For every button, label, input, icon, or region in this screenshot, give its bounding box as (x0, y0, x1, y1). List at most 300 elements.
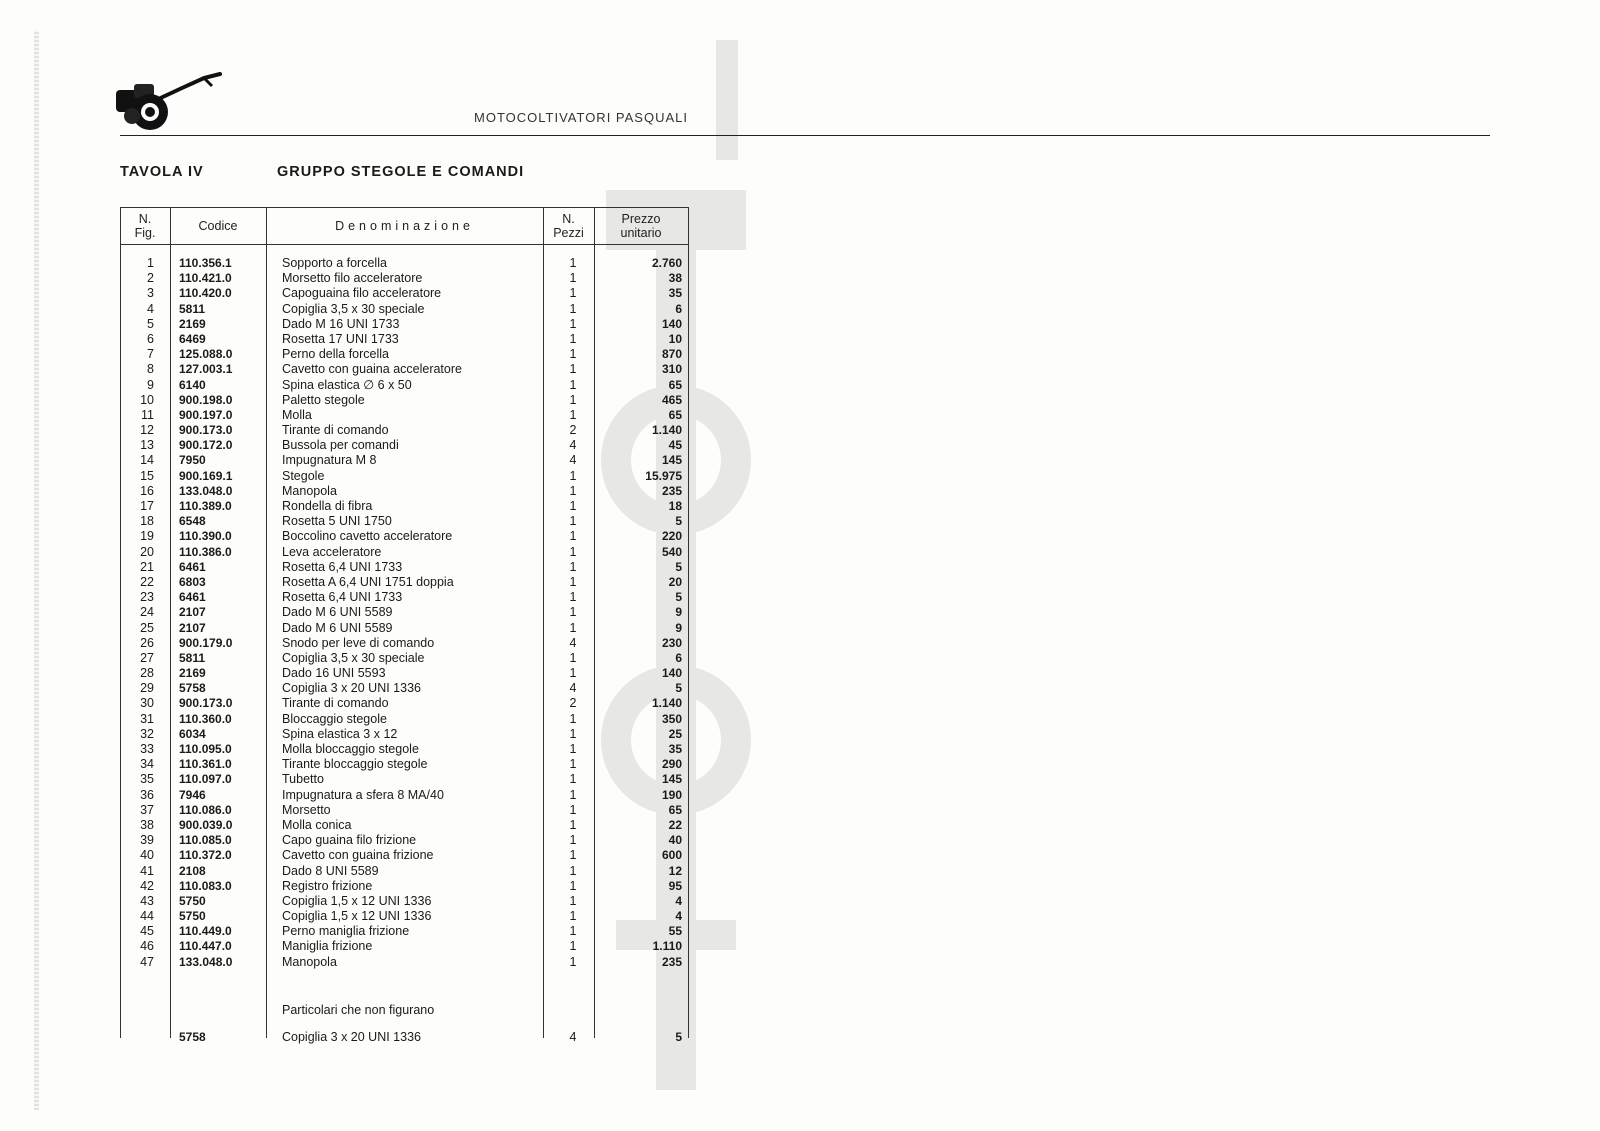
cell-denom-text: Perno maniglia frizione (282, 924, 412, 938)
cell-denom-text: Registro frizione (282, 879, 375, 893)
cell-denom-text: Dado 8 UNI 5589 (282, 864, 382, 878)
cell-code: 110.447.0 (179, 939, 232, 954)
cell-pezzi: 1 (569, 909, 577, 924)
cell-pezzi: 1 (569, 802, 577, 817)
table-row (120, 362, 690, 377)
cell-denom (282, 803, 650, 818)
cell-denom-text: Dado M 16 UNI 1733 (282, 317, 402, 331)
cell-fig: 31 (140, 711, 154, 726)
cell-denom (282, 924, 650, 939)
cell-denom-text: Cavetto con guaina acceleratore (282, 362, 465, 376)
cell-code: 6034 (179, 726, 206, 741)
cell-price: 290 (661, 757, 682, 772)
cell-fig: 34 (140, 757, 154, 772)
extra-row (120, 1030, 690, 1045)
table-row (120, 256, 690, 271)
cell-code: 900.179.0 (179, 635, 233, 650)
cell-pezzi: 1 (569, 377, 577, 392)
cell-price: 40 (668, 833, 682, 848)
cell-price: 1.140 (651, 696, 682, 711)
cell-code: 5750 (179, 909, 206, 924)
cell-price: 18 (668, 499, 682, 513)
cell-code: 110.386.0 (179, 544, 232, 559)
cell-denom-text: Rosetta 17 UNI 1733 (282, 332, 402, 346)
cell-price: 145 (661, 453, 682, 468)
cell-price: 22 (668, 817, 682, 832)
cell-denom-text: Rosetta 6,4 UNI 1733 (282, 560, 405, 574)
cell-denom (282, 423, 650, 438)
cell-pezzi: 1 (569, 924, 577, 939)
col-header-price-line2: unitario (620, 226, 662, 240)
cell-fig: 27 (140, 650, 154, 665)
cell-denom (282, 453, 650, 468)
cell-price: 6 (675, 301, 682, 316)
cell-code: 900.173.0 (179, 423, 233, 438)
cell-fig: 28 (140, 666, 154, 681)
cell-fig: 11 (141, 407, 154, 422)
cell-fig: 46 (140, 939, 154, 954)
cell-code: 2107 (179, 605, 206, 620)
cell-code: 110.390.0 (179, 529, 232, 544)
cell-price: 600 (661, 848, 682, 863)
cell-denom-text: Bloccaggio stegole (282, 712, 390, 726)
cell-price: 190 (661, 787, 682, 802)
table-row (120, 955, 690, 970)
cell-denom (282, 484, 650, 499)
cell-pezzi: 4 (569, 438, 577, 453)
cell-code: 110.095.0 (179, 742, 232, 756)
col-header-code (170, 208, 266, 244)
table-row (120, 286, 690, 301)
table-row (120, 529, 690, 544)
table-row (120, 560, 690, 575)
table-row (120, 469, 690, 484)
cell-denom (282, 393, 650, 408)
cell-code: 133.048.0 (179, 954, 233, 969)
cell-denom-text: Perno della forcella (282, 347, 392, 361)
cell-fig: 7 (147, 347, 154, 362)
table-body (120, 256, 690, 970)
cell-code: 110.083.0 (179, 878, 232, 893)
table-row (120, 1030, 690, 1045)
cell-price: 235 (661, 954, 682, 969)
cell-denom (282, 879, 650, 894)
table-row (120, 696, 690, 711)
cell-price: 1.110 (652, 939, 682, 954)
cell-fig: 25 (140, 620, 154, 635)
cell-denom (282, 302, 650, 317)
col-header-pezzi (543, 208, 594, 244)
cell-denom-text: Capo guaina filo frizione (282, 833, 419, 847)
cell-denom (282, 788, 650, 803)
cell-denom (282, 772, 650, 787)
cell-fig: 4 (147, 301, 154, 316)
cell-fig: 12 (140, 423, 154, 438)
cell-pezzi: 1 (569, 666, 577, 681)
col-header-denom (266, 208, 543, 244)
cell-denom (282, 408, 650, 423)
cell-denom (282, 621, 650, 636)
table-row (120, 727, 690, 742)
cell-code: 110.449.0 (179, 924, 232, 939)
cell-price: 5 (675, 590, 682, 605)
cell-pezzi: 1 (569, 863, 577, 878)
cell-price: 5 (675, 514, 682, 529)
cell-pezzi: 1 (569, 316, 577, 331)
cell-fig: 32 (140, 726, 154, 741)
cell-code: 2169 (179, 666, 206, 681)
cell-fig: 22 (140, 574, 154, 589)
cell-price: 235 (661, 483, 682, 498)
cell-denom-text: Molla bloccaggio stegole (282, 742, 422, 756)
cell-fig: 2 (147, 271, 154, 286)
cell-pezzi: 1 (569, 757, 577, 772)
table-row (120, 924, 690, 939)
cell-code: 900.169.1 (179, 468, 233, 483)
cell-denom (282, 469, 650, 484)
cell-denom-text: Maniglia frizione (282, 939, 375, 953)
cell-denom-text: Tirante di comando (282, 423, 392, 437)
cell-fig: 39 (140, 833, 154, 848)
table-row (120, 499, 690, 514)
table-row (120, 651, 690, 666)
cell-pezzi: 1 (569, 301, 577, 316)
cell-code: 110.356.1 (179, 256, 232, 270)
cell-price: 145 (661, 772, 682, 787)
cell-pezzi: 1 (569, 468, 577, 483)
cell-price: 310 (661, 362, 682, 377)
cell-pezzi: 1 (569, 407, 577, 422)
cell-denom (282, 651, 650, 666)
cell-pezzi: 1 (569, 605, 577, 620)
cell-price: 10 (668, 331, 682, 346)
table-row (120, 894, 690, 909)
cell-denom (282, 317, 650, 332)
cell-fig: 35 (140, 772, 154, 787)
cell-denom (282, 286, 650, 301)
table-row (120, 788, 690, 803)
col-header-pezzi-line1: N. (562, 212, 575, 226)
cell-pezzi: 1 (569, 848, 577, 863)
cell-price: 540 (661, 544, 682, 559)
cell-pezzi: 1 (569, 347, 577, 362)
cell-denom-text: Tirante di comando (282, 696, 392, 710)
cell-fig: 19 (140, 529, 154, 544)
cell-fig: 45 (140, 924, 154, 939)
cell-price: 1.140 (651, 423, 682, 438)
cell-denom-text: Leva acceleratore (282, 545, 384, 559)
cell-pezzi: 1 (569, 514, 577, 529)
cell-price: 140 (661, 666, 682, 681)
cell-code: 900.173.0 (179, 696, 233, 711)
cell-pezzi: 1 (569, 529, 577, 544)
cell-denom-text: Copiglia 3 x 20 UNI 1336 (282, 681, 424, 695)
cell-denom-text: Manopola (282, 955, 340, 969)
cell-pezzi: 2 (569, 696, 577, 711)
table-row (120, 939, 690, 954)
cell-denom-text: Molla (282, 408, 315, 422)
table-row (120, 879, 690, 894)
cell-denom (282, 742, 650, 757)
table-row (120, 803, 690, 818)
cell-price: 95 (668, 878, 682, 893)
cell-denom (282, 362, 650, 377)
cell-fig: 42 (140, 878, 154, 893)
cell-pezzi: 1 (569, 559, 577, 574)
cell-price: 5 (675, 559, 682, 574)
cell-pezzi: 2 (569, 423, 577, 438)
cell-pezzi: 1 (569, 726, 577, 741)
cell-denom-text: Rosetta 6,4 UNI 1733 (282, 590, 405, 604)
table-row (120, 848, 690, 863)
cell-price: 5 (675, 1030, 682, 1044)
cell-code: 2107 (179, 620, 206, 635)
cell-pezzi: 1 (569, 817, 577, 832)
cell-price: 140 (661, 316, 682, 331)
cell-denom (282, 955, 650, 970)
cell-code: 900.197.0 (179, 407, 233, 422)
cell-code: 110.389.0 (179, 499, 232, 513)
cell-denom (282, 894, 650, 909)
cell-code: 6461 (179, 590, 206, 605)
cell-pezzi: 1 (569, 878, 577, 893)
cell-denom-text: Cavetto con guaina frizione (282, 848, 436, 862)
cell-pezzi: 1 (569, 483, 577, 498)
cell-pezzi: 1 (569, 362, 577, 377)
cell-denom (282, 636, 650, 651)
cell-price: 465 (661, 392, 682, 407)
cell-fig: 5 (147, 316, 154, 331)
cell-price: 12 (668, 863, 682, 878)
cell-code: 110.097.0 (179, 772, 232, 787)
table-row (120, 636, 690, 651)
cell-code: 110.420.0 (179, 286, 232, 301)
cell-fig: 41 (140, 863, 154, 878)
cell-denom (282, 833, 650, 848)
cell-fig: 15 (140, 468, 154, 483)
cell-denom (282, 727, 650, 742)
cell-fig: 36 (140, 787, 154, 802)
cell-fig: 8 (147, 362, 154, 377)
cell-code: 2108 (179, 863, 206, 878)
cell-code: 7950 (179, 453, 206, 468)
cell-pezzi: 1 (569, 711, 577, 726)
cell-denom (282, 909, 650, 924)
cell-price: 38 (668, 271, 682, 286)
cell-code: 900.172.0 (179, 438, 233, 453)
cell-denom (282, 545, 650, 560)
cell-price: 9 (675, 620, 682, 635)
cell-price: 65 (668, 377, 682, 392)
table-row (120, 514, 690, 529)
cell-pezzi: 1 (569, 590, 577, 605)
brand-name: MOTOCOLTIVATORI PASQUALI (474, 110, 688, 125)
parts-table (120, 208, 690, 1044)
cell-denom (282, 256, 650, 271)
cell-denom (282, 560, 650, 575)
table-row (120, 317, 690, 332)
cell-price: 25 (668, 726, 682, 741)
table-row (120, 909, 690, 924)
cell-denom (282, 499, 650, 514)
cell-price: 45 (668, 438, 682, 453)
col-header-price-line1: Prezzo (621, 212, 661, 226)
table-row (120, 453, 690, 468)
cell-fig: 37 (140, 802, 154, 817)
cell-denom-text: Copiglia 3,5 x 30 speciale (282, 651, 427, 665)
table-row (120, 864, 690, 879)
cell-fig: 3 (147, 286, 154, 301)
cell-code: 7946 (179, 787, 206, 802)
cell-fig: 26 (140, 635, 154, 650)
cell-code: 5811 (179, 301, 206, 316)
cell-pezzi: 1 (569, 772, 577, 787)
cell-denom-text: Copiglia 3,5 x 30 speciale (282, 302, 427, 316)
cell-denom-text: Copiglia 1,5 x 12 UNI 1336 (282, 909, 434, 923)
cell-denom-text: Copiglia 3 x 20 UNI 1336 (282, 1030, 424, 1044)
tiller-logo-icon (112, 64, 228, 136)
cell-denom (282, 438, 650, 453)
cell-denom-text: Boccolino cavetto acceleratore (282, 529, 455, 543)
cell-denom-text: Capoguaina filo acceleratore (282, 286, 444, 300)
cell-fig: 18 (140, 514, 154, 529)
cell-price: 4 (675, 909, 682, 924)
cell-denom (282, 681, 650, 696)
table-row (120, 818, 690, 833)
cell-pezzi: 1 (569, 574, 577, 589)
table-row (120, 347, 690, 362)
cell-fig: 23 (140, 590, 154, 605)
table-row (120, 575, 690, 590)
cell-denom (282, 1030, 650, 1045)
cell-denom-text: Impugnatura M 8 (282, 453, 380, 467)
cell-denom (282, 666, 650, 681)
cell-denom-text: Sopporto a forcella (282, 256, 390, 270)
cell-fig: 30 (140, 696, 154, 711)
cell-denom (282, 271, 650, 286)
cell-denom-text: Tirante bloccaggio stegole (282, 757, 430, 771)
cell-fig: 16 (140, 483, 154, 498)
table-row (120, 833, 690, 848)
cell-price: 55 (668, 924, 682, 939)
cell-denom-text: Spina elastica 3 x 12 (282, 727, 400, 741)
table-row (120, 772, 690, 787)
cell-price: 4 (675, 893, 682, 908)
col-header-fig-line2: Fig. (134, 226, 156, 240)
cell-code: 110.372.0 (179, 848, 232, 863)
cell-fig: 14 (140, 453, 154, 468)
cell-denom-text: Spina elastica ∅ 6 x 50 (282, 378, 415, 392)
cell-pezzi: 4 (569, 453, 577, 468)
cell-denom (282, 575, 650, 590)
cell-code: 110.421.0 (179, 271, 232, 286)
cell-pezzi: 1 (569, 939, 577, 954)
scan-edge (34, 30, 39, 1110)
col-header-pezzi-line2: Pezzi (553, 226, 584, 240)
cell-code: 2169 (179, 316, 206, 331)
col-header-fig (120, 208, 170, 244)
table-row (120, 605, 690, 620)
table-row (120, 302, 690, 317)
cell-code: 110.361.0 (179, 757, 232, 772)
cell-fig: 40 (140, 848, 154, 863)
table-row (120, 590, 690, 605)
cell-pezzi: 1 (569, 954, 577, 969)
cell-code: 110.085.0 (179, 833, 232, 848)
cell-denom-text: Stegole (282, 469, 327, 483)
cell-denom (282, 848, 650, 863)
cell-denom (282, 605, 650, 620)
cell-fig: 33 (140, 742, 154, 756)
cell-denom (282, 378, 650, 393)
cell-fig: 6 (147, 331, 154, 346)
cell-fig: 9 (147, 377, 154, 392)
cell-fig: 21 (140, 559, 154, 574)
cell-pezzi: 1 (569, 256, 577, 270)
col-header-price (594, 208, 688, 244)
table-row (120, 712, 690, 727)
cell-price: 230 (661, 635, 682, 650)
cell-denom (282, 332, 650, 347)
cell-denom-text: Morsetto filo acceleratore (282, 271, 425, 285)
header-rule (120, 135, 1490, 136)
table-row (120, 681, 690, 696)
cell-code: 127.003.1 (179, 362, 233, 377)
cell-price: 220 (661, 529, 682, 544)
cell-fig: 24 (140, 605, 154, 620)
cell-pezzi: 4 (569, 681, 577, 696)
cell-code: 6803 (179, 574, 206, 589)
cell-denom (282, 939, 650, 954)
cell-denom-text: Manopola (282, 484, 340, 498)
cell-pezzi: 1 (569, 271, 577, 286)
cell-price: 6 (675, 650, 682, 665)
cell-price: 15.975 (645, 468, 682, 483)
cell-code: 6548 (179, 514, 206, 529)
table-row (120, 271, 690, 286)
cell-denom-text: Rosetta A 6,4 UNI 1751 doppia (282, 575, 457, 589)
cell-fig: 44 (140, 909, 154, 924)
cell-pezzi: 1 (569, 650, 577, 665)
cell-pezzi: 1 (569, 499, 577, 513)
table-row (120, 545, 690, 560)
cell-denom (282, 347, 650, 362)
cell-pezzi: 1 (569, 286, 577, 301)
cell-price: 870 (661, 347, 682, 362)
cell-price: 350 (661, 711, 682, 726)
cell-denom (282, 696, 650, 711)
cell-fig: 13 (140, 438, 154, 453)
cell-denom-text: Dado M 6 UNI 5589 (282, 621, 395, 635)
col-header-fig-line1: N. (138, 212, 152, 226)
cell-code: 6469 (179, 331, 206, 346)
header-divider (120, 244, 689, 245)
table-row (120, 378, 690, 393)
cell-pezzi: 1 (569, 787, 577, 802)
table-row (120, 393, 690, 408)
cell-fig: 10 (140, 392, 154, 407)
cell-denom (282, 864, 650, 879)
cell-denom (282, 818, 650, 833)
cell-code: 900.039.0 (179, 817, 233, 832)
cell-denom-text: Copiglia 1,5 x 12 UNI 1336 (282, 894, 434, 908)
cell-code: 5758 (179, 1030, 206, 1044)
cell-denom (282, 712, 650, 727)
cell-pezzi: 4 (569, 635, 577, 650)
cell-price: 35 (668, 286, 682, 301)
table-row (120, 423, 690, 438)
table-row (120, 408, 690, 423)
